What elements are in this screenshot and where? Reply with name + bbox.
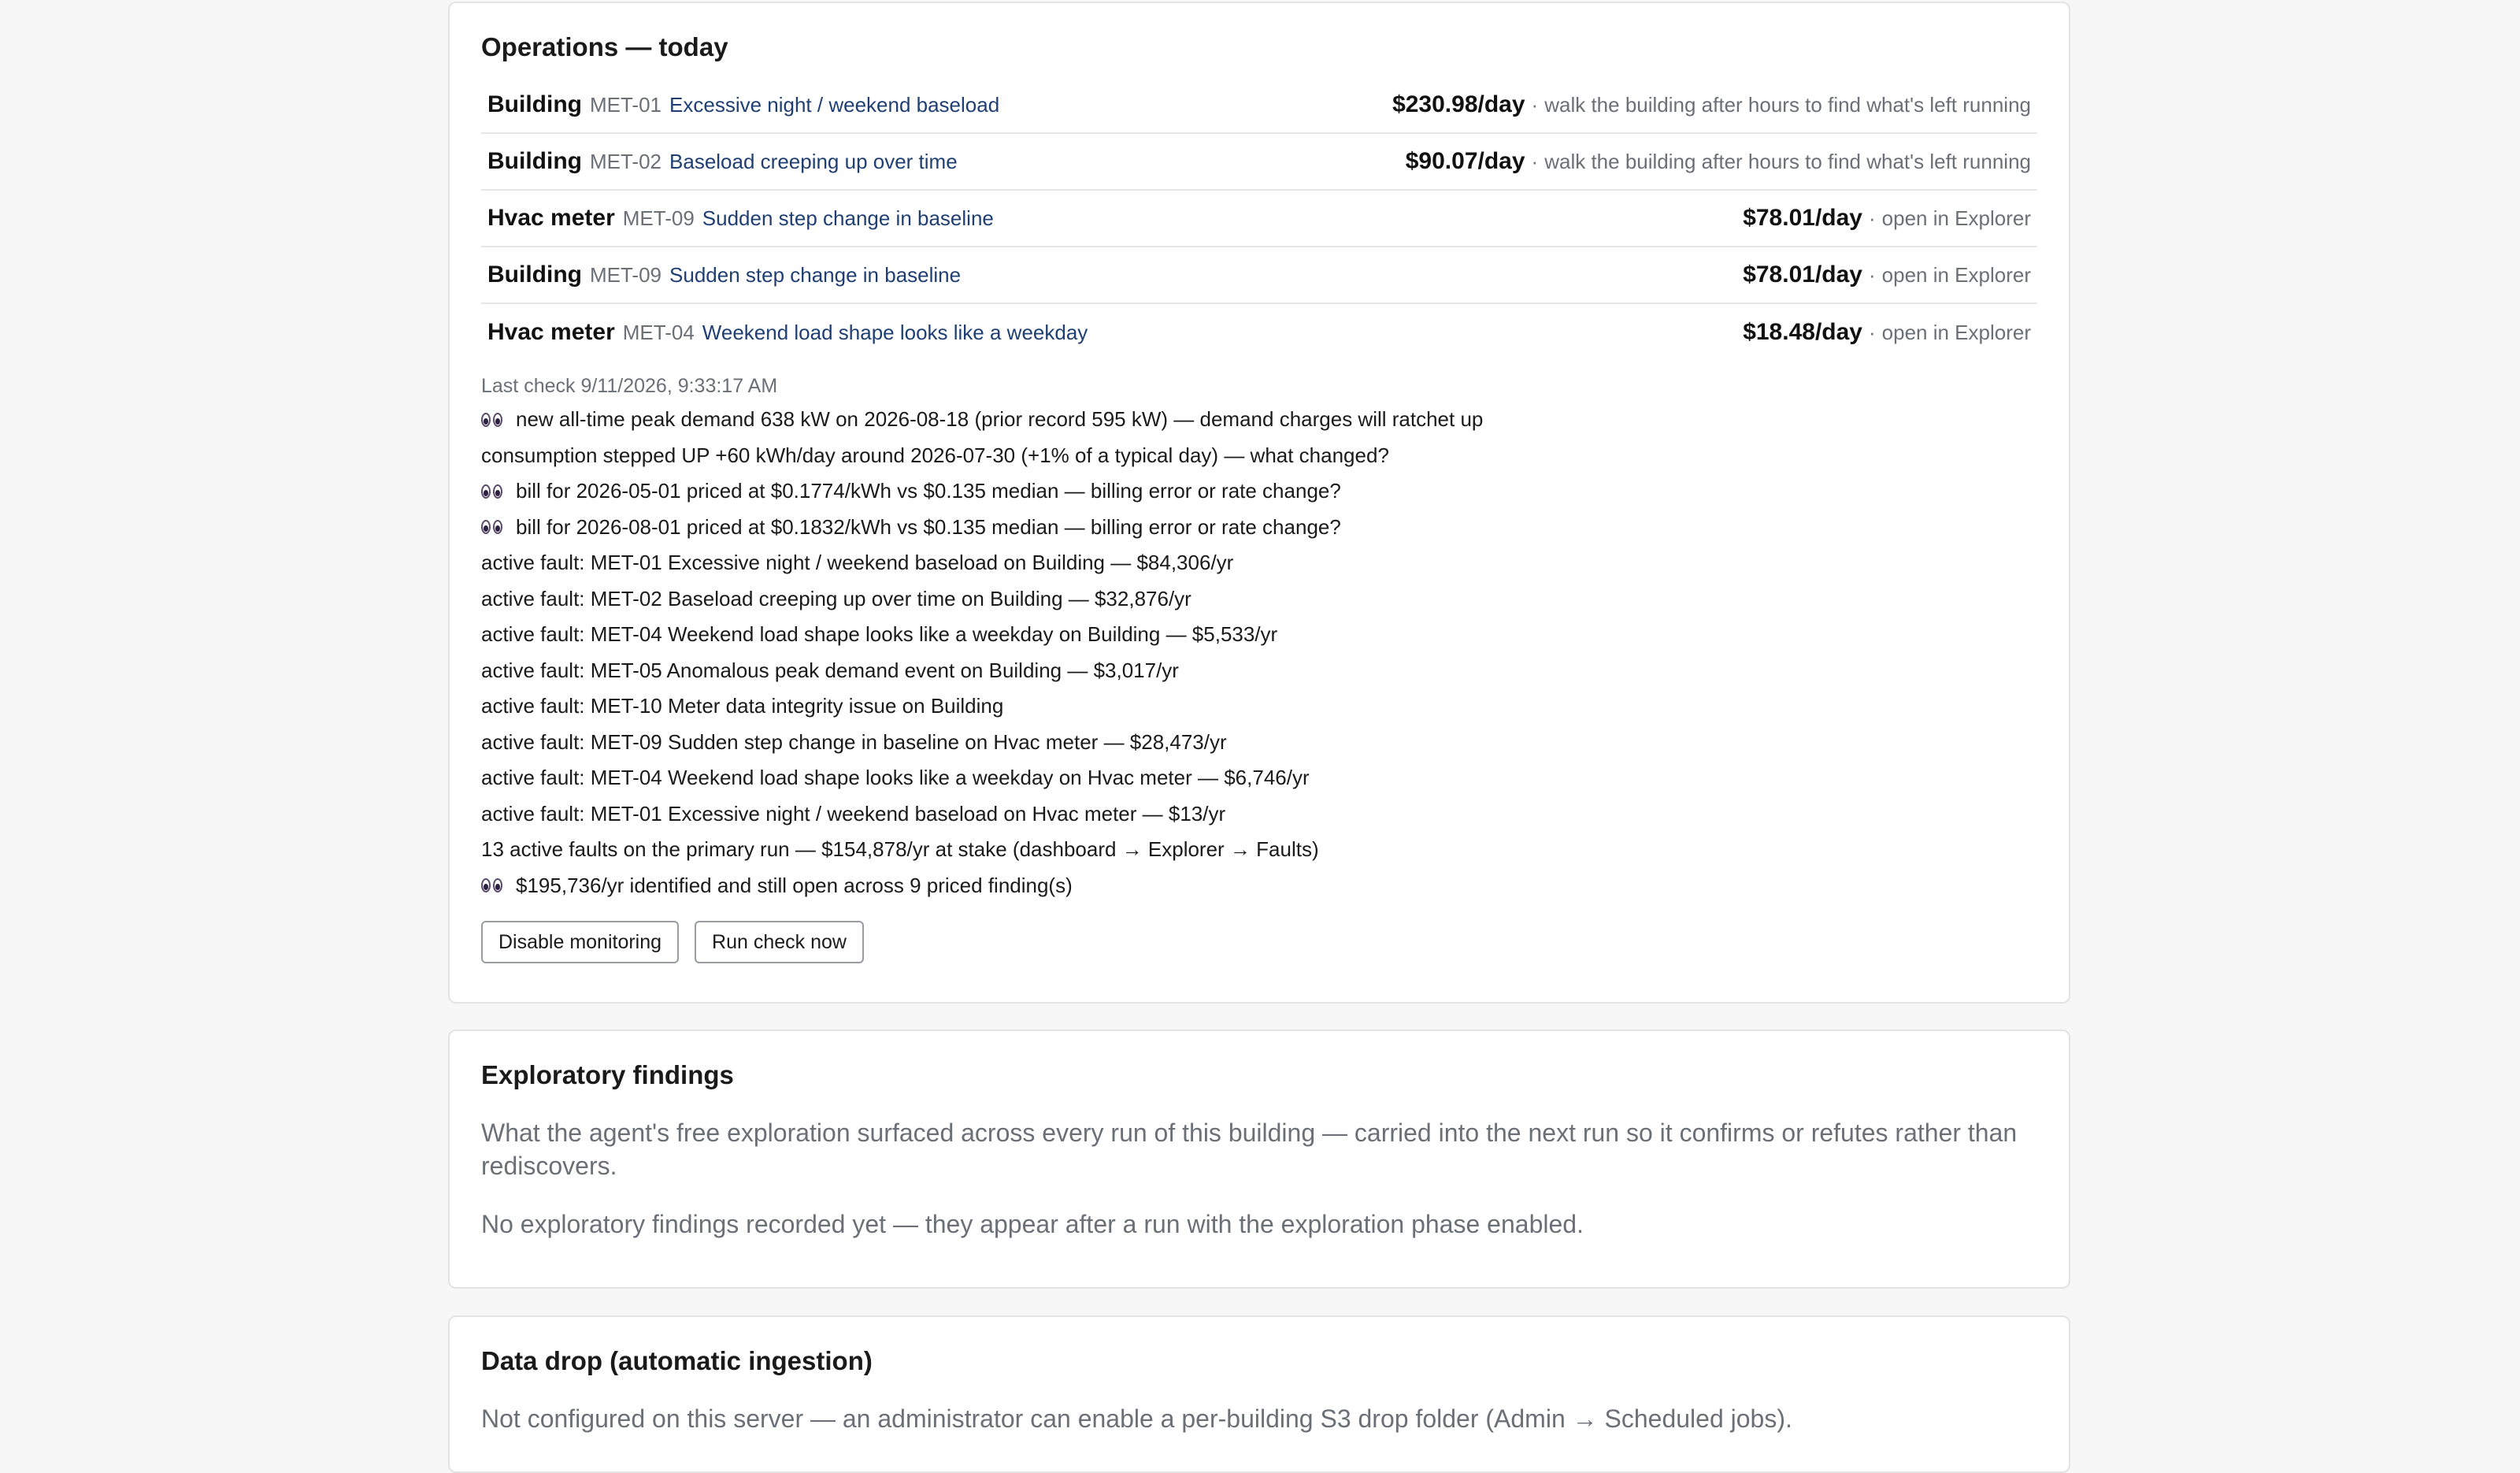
last-check-timestamp: Last check 9/11/2026, 9:33:17 AM <box>481 375 778 397</box>
open-in-explorer-link[interactable]: open in Explorer <box>1881 263 2031 287</box>
operations-row <box>481 77 2037 134</box>
row-separator: · <box>1531 150 1539 173</box>
row-separator: · <box>1868 206 1876 230</box>
row-cost: $230.98/day <box>1392 91 1525 117</box>
row-cost: $18.48/day <box>1743 319 1862 345</box>
row-fault-code: MET-01 <box>589 93 662 117</box>
status-message-text: active fault: MET-01 Excessive night / weekend baseload on Hvac meter — $13/yr <box>481 801 1226 826</box>
status-message <box>481 725 2037 761</box>
operations-row <box>481 134 2037 191</box>
status-message <box>481 617 2037 653</box>
status-message <box>481 402 2037 438</box>
status-message-text: active fault: MET-04 Weekend load shape looks like a weekday on Hvac meter — $6,746/yr <box>481 766 1310 789</box>
status-message-text: active fault: MET-01 Excessive night / weekend baseload on Building — $84,306/yr <box>481 551 1234 574</box>
status-message-text: active fault: MET-05 Anomalous peak demand event on Building — $3,017/yr <box>481 658 1179 682</box>
status-message <box>481 581 2037 618</box>
eyes-icon <box>481 877 505 894</box>
operations-row <box>481 191 2037 247</box>
disable-monitoring-button[interactable]: Disable monitoring <box>481 921 679 963</box>
eyes-icon <box>481 518 505 536</box>
open-in-explorer-link[interactable]: open in Explorer <box>1881 206 2031 230</box>
status-message <box>481 688 2037 725</box>
status-message-text: consumption stepped UP +60 kWh/day around 2026-07-30 (+1% of a typical day) — what changed? <box>481 443 1389 467</box>
row-entity: Hvac meter <box>487 319 615 345</box>
eyes-icon <box>481 411 505 429</box>
operations-card <box>448 2 2070 1004</box>
row-rule-link[interactable]: Weekend load shape looks like a weekday <box>702 321 1088 344</box>
row-rule-link[interactable]: Baseload creeping up over time <box>669 150 958 173</box>
exploratory-findings-title: Exploratory findings <box>481 1060 734 1089</box>
row-action: walk the building after hours to find what's left running <box>1544 93 2031 117</box>
row-cost: $78.01/day <box>1743 205 1862 231</box>
monitoring-messages <box>481 402 2037 903</box>
row-cost: $90.07/day <box>1405 148 1525 174</box>
row-fault-code: MET-02 <box>589 150 662 173</box>
status-message <box>481 796 2037 833</box>
row-fault-code: MET-04 <box>622 321 695 344</box>
row-separator: · <box>1868 263 1876 287</box>
row-separator: · <box>1531 93 1539 117</box>
status-message <box>481 760 2037 796</box>
status-message <box>481 868 2037 904</box>
status-message-text: $195,736/yr identified and still open across 9 priced finding(s) <box>516 873 1073 897</box>
row-rule-link[interactable]: Sudden step change in baseline <box>702 206 994 230</box>
row-action: walk the building after hours to find what's left running <box>1544 150 2031 173</box>
status-message-text: 13 active faults on the primary run — $154,878/yr at stake (dashboard → Explorer → Faults) <box>481 837 1319 861</box>
row-cost: $78.01/day <box>1743 262 1862 288</box>
row-entity: Building <box>487 91 582 117</box>
status-message <box>481 545 2037 581</box>
status-message-text: active fault: MET-04 Weekend load shape looks like a weekday on Building — $5,533/yr <box>481 622 1278 646</box>
monitoring-actions <box>481 921 2037 963</box>
operations-title: Operations — today <box>481 32 728 61</box>
status-message <box>481 510 2037 546</box>
status-message-text: bill for 2026-05-01 priced at $0.1774/kWh vs $0.135 median — billing error or rate change? <box>516 479 1341 503</box>
row-separator: · <box>1868 321 1876 344</box>
status-message <box>481 653 2037 689</box>
row-rule-link[interactable]: Excessive night / weekend baseload <box>669 93 1000 117</box>
exploratory-findings-description: What the agent's free exploration surfaced across every run of this building — carried into the next run so it confirms or refutes rather than rediscovers. <box>481 1119 2018 1180</box>
row-entity: Building <box>487 262 582 288</box>
data-drop-description: Not configured on this server — an administrator can enable a per-building S3 drop folder (Admin → Scheduled jobs). <box>481 1404 1792 1433</box>
status-message-text: active fault: MET-10 Meter data integrity issue on Building <box>481 694 1004 718</box>
open-in-explorer-link[interactable]: open in Explorer <box>1881 321 2031 344</box>
data-drop-title: Data drop (automatic ingestion) <box>481 1346 873 1375</box>
status-message-text: active fault: MET-02 Baseload creeping up over time on Building — $32,876/yr <box>481 586 1191 610</box>
status-message <box>481 832 2037 868</box>
row-entity: Building <box>487 148 582 174</box>
exploratory-findings-empty-state: No exploratory findings recorded yet — they appear after a run with the exploration phase enabled. <box>481 1210 1584 1238</box>
eyes-icon <box>481 483 505 500</box>
status-message <box>481 438 2037 474</box>
run-check-now-button[interactable]: Run check now <box>695 921 864 963</box>
operations-row <box>481 247 2037 304</box>
row-rule-link[interactable]: Sudden step change in baseline <box>669 263 962 287</box>
operations-list <box>481 77 2037 361</box>
row-fault-code: MET-09 <box>622 206 695 230</box>
status-message-text: bill for 2026-08-01 priced at $0.1832/kWh vs $0.135 median — billing error or rate change? <box>516 514 1341 539</box>
row-fault-code: MET-09 <box>589 263 662 287</box>
status-message-text: active fault: MET-09 Sudden step change in baseline on Hvac meter — $28,473/yr <box>481 729 1227 754</box>
status-message <box>481 473 2037 510</box>
status-message-text: new all-time peak demand 638 kW on 2026-08-18 (prior record 595 kW) — demand charges will ratchet up <box>516 407 1484 431</box>
exploratory-findings-card <box>448 1030 2070 1289</box>
operations-row <box>481 304 2037 361</box>
data-drop-card <box>448 1315 2070 1473</box>
row-entity: Hvac meter <box>487 205 615 231</box>
